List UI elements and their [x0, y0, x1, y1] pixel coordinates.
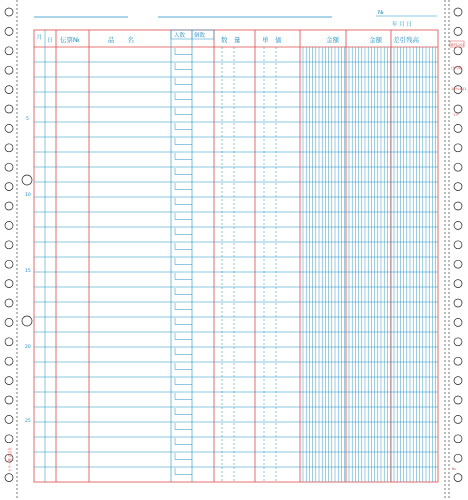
- sprocket-hole: [454, 260, 462, 268]
- sprocket-hole: [5, 377, 13, 385]
- sprocket-hole: [454, 183, 462, 191]
- qty-in-step: [175, 168, 192, 175]
- sprocket-hole: [454, 338, 462, 346]
- qty-in-steps: [175, 48, 192, 475]
- sprocket-hole: [454, 241, 462, 249]
- qty-in-step: [175, 273, 192, 280]
- qty-in-step: [175, 213, 192, 220]
- header-day: 日: [47, 38, 53, 44]
- qty-in-step: [175, 288, 192, 295]
- sprocket-hole: [454, 8, 462, 16]
- sprocket-hole: [454, 105, 462, 113]
- header-amount-1: 金額: [326, 36, 339, 44]
- sprocket-hole: [454, 144, 462, 152]
- table-frame: [34, 30, 438, 482]
- side-code-0: BP1101: [451, 43, 465, 47]
- qty-in-step: [175, 63, 192, 70]
- qty-in-step: [175, 93, 192, 100]
- qty-in-step: [175, 423, 192, 430]
- qty-in-step: [175, 333, 192, 340]
- sprocket-hole: [5, 357, 13, 365]
- qty-in-step: [175, 453, 192, 460]
- qty-in-step: [175, 303, 192, 310]
- sprocket-hole: [5, 415, 13, 423]
- header-quantity: 数 量: [221, 36, 241, 44]
- qty-in-step: [175, 138, 192, 145]
- sprocket-hole: [454, 202, 462, 210]
- sprocket-hole: [5, 299, 13, 307]
- side-code-2: 10¾×11: [451, 87, 467, 91]
- header-item-name: 品 名: [108, 36, 134, 44]
- row-mark-15: 15: [25, 269, 31, 274]
- sprocket-hole: [454, 27, 462, 35]
- qty-in-step: [175, 48, 192, 55]
- sprocket-hole: [5, 66, 13, 74]
- sprocket-hole: [5, 27, 13, 35]
- alignment-hole: [22, 175, 32, 185]
- sprocket-hole: [5, 144, 13, 152]
- side-code-1: 仕入帳: [451, 66, 462, 70]
- sprocket-hole: [5, 86, 13, 94]
- qty-in-step: [175, 153, 192, 160]
- qty-in-step: [175, 183, 192, 190]
- qty-in-step: [175, 363, 192, 370]
- sprocket-hole: [454, 474, 462, 482]
- sprocket-hole: [5, 280, 13, 288]
- sprocket-hole: [5, 221, 13, 229]
- header-balance: 差引残高: [393, 36, 419, 44]
- qty-in-step: [175, 78, 192, 85]
- qty-in-step: [175, 123, 192, 130]
- qty-in-step: [175, 408, 192, 415]
- sprocket-hole: [5, 435, 13, 443]
- sprocket-hole: [5, 474, 13, 482]
- sprocket-hole: [5, 163, 13, 171]
- sprocket-hole: [454, 163, 462, 171]
- header-month: 月: [36, 35, 43, 41]
- sprocket-hole: [5, 318, 13, 326]
- right-sprocket-holes: [454, 8, 462, 482]
- qty-in-step: [175, 258, 192, 265]
- sprocket-hole: [454, 435, 462, 443]
- qty-in-step: [175, 378, 192, 385]
- footer-mark: Bc: [452, 467, 457, 471]
- qty-in-step: [175, 438, 192, 445]
- sprocket-hole: [5, 105, 13, 113]
- qty-in-step: [175, 318, 192, 325]
- row-lines: [34, 47, 438, 467]
- sprocket-hole: [5, 396, 13, 404]
- alignment-hole: [22, 316, 32, 326]
- sprocket-hole: [454, 280, 462, 288]
- sprocket-hole: [5, 124, 13, 132]
- qty-in-step: [175, 393, 192, 400]
- row-mark-25: 25: [25, 419, 31, 424]
- sprocket-hole: [5, 183, 13, 191]
- sprocket-hole: [5, 8, 13, 16]
- header-qty-in: 入数: [174, 33, 186, 39]
- sprocket-hole: [454, 124, 462, 132]
- form-number-label: №: [378, 10, 384, 16]
- qty-in-step: [175, 468, 192, 475]
- row-mark-10: 10: [25, 193, 31, 198]
- sprocket-hole: [454, 318, 462, 326]
- header-unit-price: 単 価: [262, 36, 282, 44]
- qty-in-step: [175, 228, 192, 235]
- qty-in-step: [175, 243, 192, 250]
- row-mark-5: 5: [26, 117, 29, 122]
- sprocket-hole: [454, 357, 462, 365]
- sprocket-hole: [454, 221, 462, 229]
- sprocket-hole: [5, 47, 13, 55]
- column-lines: [45, 30, 436, 482]
- qty-in-step: [175, 198, 192, 205]
- row-mark-20: 20: [25, 345, 31, 350]
- sprocket-hole: [5, 202, 13, 210]
- left-sprocket-holes: [5, 8, 32, 482]
- sprocket-hole: [5, 260, 13, 268]
- sprocket-hole: [5, 338, 13, 346]
- sprocket-hole: [454, 396, 462, 404]
- qty-in-step: [175, 108, 192, 115]
- header-slip-no: 伝票№: [60, 36, 80, 44]
- sprocket-hole: [5, 241, 13, 249]
- sprocket-hole: [454, 47, 462, 55]
- sprocket-hole: [454, 415, 462, 423]
- header-qty-count: 個数: [194, 33, 206, 39]
- sprocket-hole: [454, 377, 462, 385]
- header-amount-2: 金額: [369, 36, 382, 44]
- side-code-3: 1 P: [453, 113, 459, 117]
- sprocket-hole: [454, 454, 462, 462]
- date-label: 年 月 日: [392, 22, 412, 28]
- sprocket-hole: [454, 299, 462, 307]
- qty-in-step: [175, 348, 192, 355]
- vertical-company-label: ヒサゴ株式会社: [8, 446, 12, 472]
